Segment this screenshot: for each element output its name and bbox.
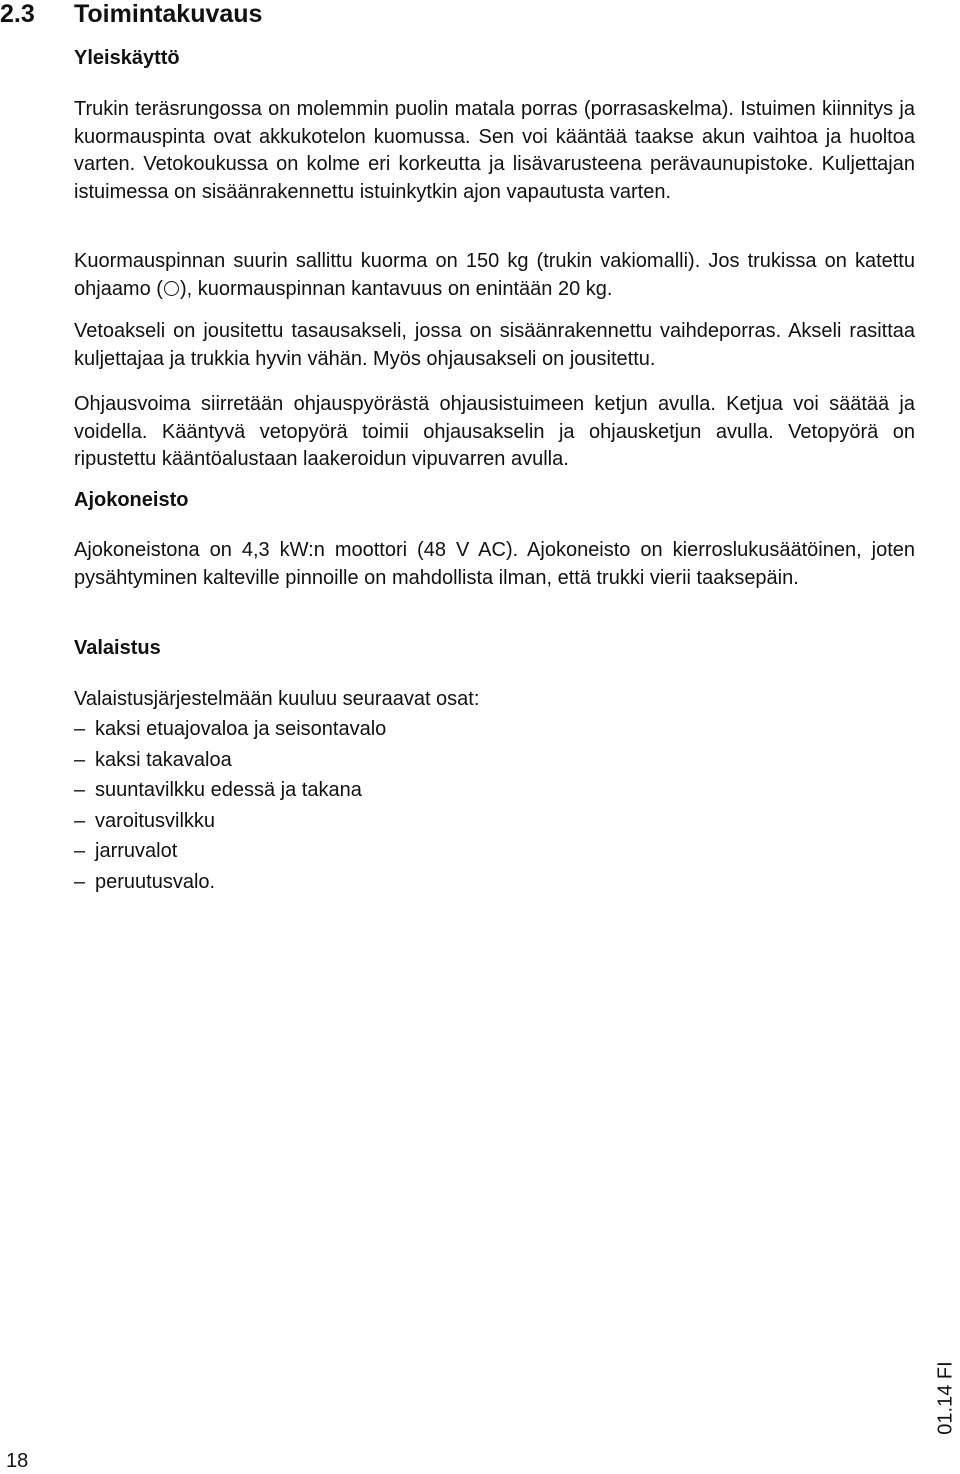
list-item (74, 714, 386, 745)
paragraph-drive: Ajokoneistona on 4,3 kW:n moottori (48 V AC). Ajokoneisto on kierroslukusäätöinen, joten pysähtyminen kalteville pinnoille on mahdollista ilman, että trukki vierii taaksepäin. (74, 539, 915, 589)
paragraph-general-3: Vetoakseli on jousitettu tasausakseli, jossa on sisäänrakennettu vaihdeporras. Akseli rasittaa kuljettajaa ja trukkia hyvin vähän. Myös ohjausakseli on jousitettu. (74, 320, 915, 370)
heading-general-use: Yleiskäyttö (74, 47, 180, 69)
list-dash: – (74, 809, 86, 832)
list-dash: – (74, 840, 86, 862)
paragraph-general-1: Trukin teräsrungossa on molemmin puolin matala porras (porrasaskelma). Istuimen kiinnitys ja kuormauspinta ovat akkukotelon kuomussa. Sen voi kääntää taakse akun vaihtoa ja huoltoa varten. Vetokoukussa on kolme eri korkeutta ja lisävarusteena perävaunupistoke. Kuljettajan istuimessa on sisäänrakennettu istuinkytkin ajon vapautusta varten. (74, 98, 915, 203)
page-number: 18 (6, 1450, 29, 1472)
paragraph-lighting-intro: Valaistusjärjestelmään kuuluu seuraavat osat: (74, 688, 480, 710)
lighting-parts-list (74, 714, 386, 897)
paragraph-general-2 (74, 248, 915, 303)
list-item-text: jarruvalot (95, 840, 178, 862)
list-item-text: peruutusvalo. (95, 870, 216, 893)
edition-label: 01.14 FI (934, 1361, 957, 1435)
list-item-text: suuntavilkku edessä ja takana (95, 779, 362, 801)
paragraph-general-4: Ohjausvoima siirretään ohjauspyörästä ohjausistuimeen ketjun avulla. Ketjua voi säätää ja voidella. Kääntyvä vetopyörä toimii ohjausakselin ja ohjausketjun avulla. Vetopyörä on ripustettu kääntöalustaan laakeroidun vipuvarren avulla. (74, 393, 915, 470)
list-item (74, 806, 386, 837)
list-item (74, 745, 386, 776)
section-number: 2.3 (0, 0, 35, 28)
list-dash: – (74, 779, 86, 801)
heading-drive: Ajokoneisto (74, 489, 189, 511)
list-item (74, 867, 386, 898)
circle-option-icon (164, 281, 179, 296)
list-dash: – (74, 748, 86, 771)
list-dash: – (74, 718, 86, 740)
list-item-text: kaksi takavaloa (95, 748, 232, 771)
list-dash: – (74, 870, 86, 893)
list-item (74, 836, 386, 867)
list-item-text: kaksi etuajovaloa ja seisontavalo (95, 718, 387, 740)
list-item-text: varoitusvilkku (95, 809, 216, 832)
list-item (74, 775, 386, 806)
section-heading (0, 0, 262, 29)
heading-lighting: Valaistus (74, 637, 161, 659)
paragraph-general-2-start: Kuormauspinnan suurin sallittu kuorma on 150 kg (trukin vakiomalli). Jos trukissa on katettu ohjaamo ( (74, 250, 915, 300)
paragraph-general-2-end: ), kuormauspinnan kantavuus on enintään 20 kg. (179, 277, 613, 300)
section-title: Toimintakuvaus (74, 0, 263, 28)
